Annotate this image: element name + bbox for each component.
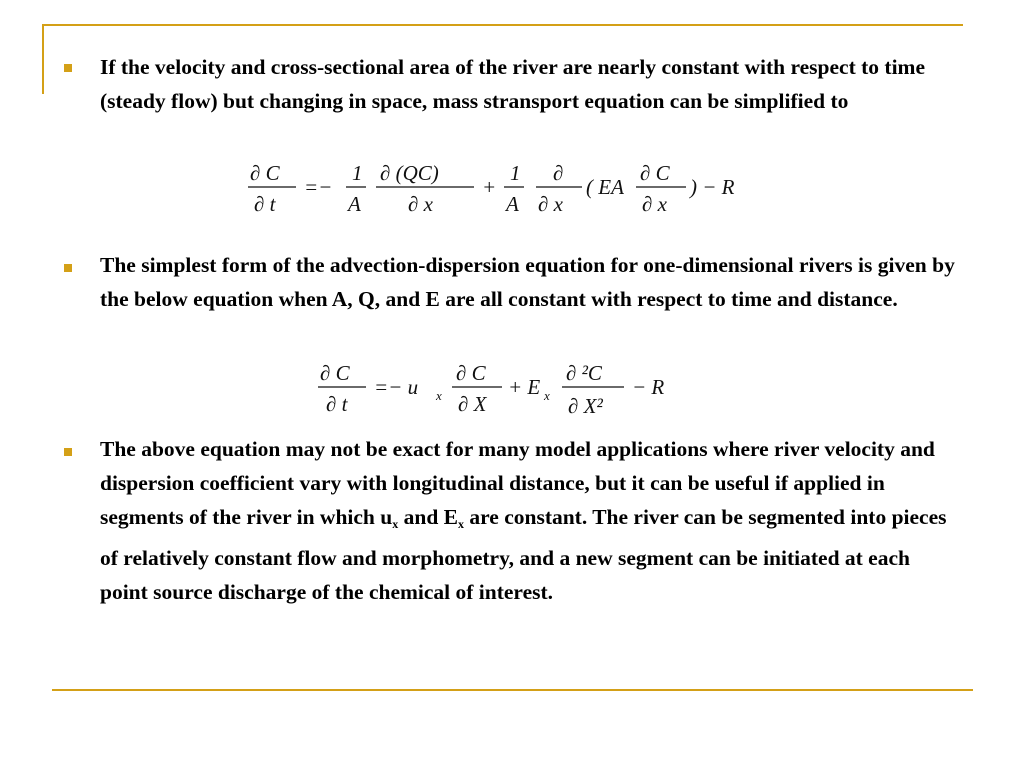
bullet-marker-1 (64, 64, 72, 72)
eq2-e-subscript: x (544, 388, 550, 403)
eq2-f1-numerator: ∂ C (456, 361, 486, 385)
eq1-f4-numerator: ∂ (553, 161, 564, 185)
eq1-lhs-numerator: ∂ C (250, 161, 280, 185)
equation-2 (318, 360, 688, 428)
eq2-tail: − R (632, 375, 665, 399)
eq2-f2-denominator: ∂ X² (568, 394, 603, 418)
eq1-f1-denominator: A (348, 192, 361, 216)
eq1-plus: + (482, 175, 497, 199)
eq1-f4-denominator: ∂ x (538, 192, 563, 216)
top-rule (42, 24, 963, 26)
eq1-close-r: ) − R (690, 175, 735, 199)
equation-1 (248, 160, 758, 226)
eq1-f2-denominator: ∂ x (408, 192, 433, 216)
ex-subscript: x (458, 517, 464, 531)
ux-subscript: x (392, 517, 399, 531)
bullet-3-part-1: The above equation may not be exact for many model applications where river velocity and dispersion coefficient vary with longitudinal distance, but it can be useful if applied in segments of the river in which u (100, 437, 935, 529)
bottom-rule (52, 689, 973, 691)
eq1-f5-denominator: ∂ x (642, 192, 667, 216)
bullet-text-1: If the velocity and cross-sectional area of the river are nearly constant with respect to time (steady flow) but changing in space, mass stransport equation can be simplified to (100, 55, 925, 113)
bullet-text-3 (100, 432, 950, 609)
eq1-equals: =− (304, 175, 333, 199)
eq1-f3-numerator: 1 (510, 161, 521, 185)
eq2-f1-denominator: ∂ X (458, 392, 487, 416)
eq2-plus-e: + E (508, 375, 541, 399)
bullet-3-part-2: and E (398, 505, 458, 529)
bullet-text-2: The simplest form of the advection-dispersion equation for one-dimensional rivers is given by the below equation when A, Q, and E are all constant with respect to time and distance. (100, 253, 955, 311)
eq2-u-subscript: x (436, 388, 442, 403)
bullet-marker-2 (64, 264, 72, 272)
eq1-open-ea: ( EA (586, 175, 624, 199)
eq1-f1-numerator: 1 (352, 161, 363, 185)
eq2-lhs-denominator: ∂ t (326, 392, 348, 416)
left-rule (42, 24, 44, 94)
eq1-f3-denominator: A (506, 192, 519, 216)
bullet-marker-3 (64, 448, 72, 456)
eq1-f5-numerator: ∂ C (640, 161, 670, 185)
eq2-f2-numerator: ∂ ²C (566, 361, 602, 385)
bullet-3-part-3: are constant. The river can be segmented into pieces of relatively constant flow and morphometry, and a new segment can be initiated at each point source discharge of the chemical of interest. (100, 505, 947, 604)
eq1-f2-numerator: ∂ (QC) (380, 161, 439, 185)
eq1-lhs-denominator: ∂ t (254, 192, 276, 216)
eq2-lhs-numerator: ∂ C (320, 361, 350, 385)
eq2-equals-u: =− u (374, 375, 419, 399)
